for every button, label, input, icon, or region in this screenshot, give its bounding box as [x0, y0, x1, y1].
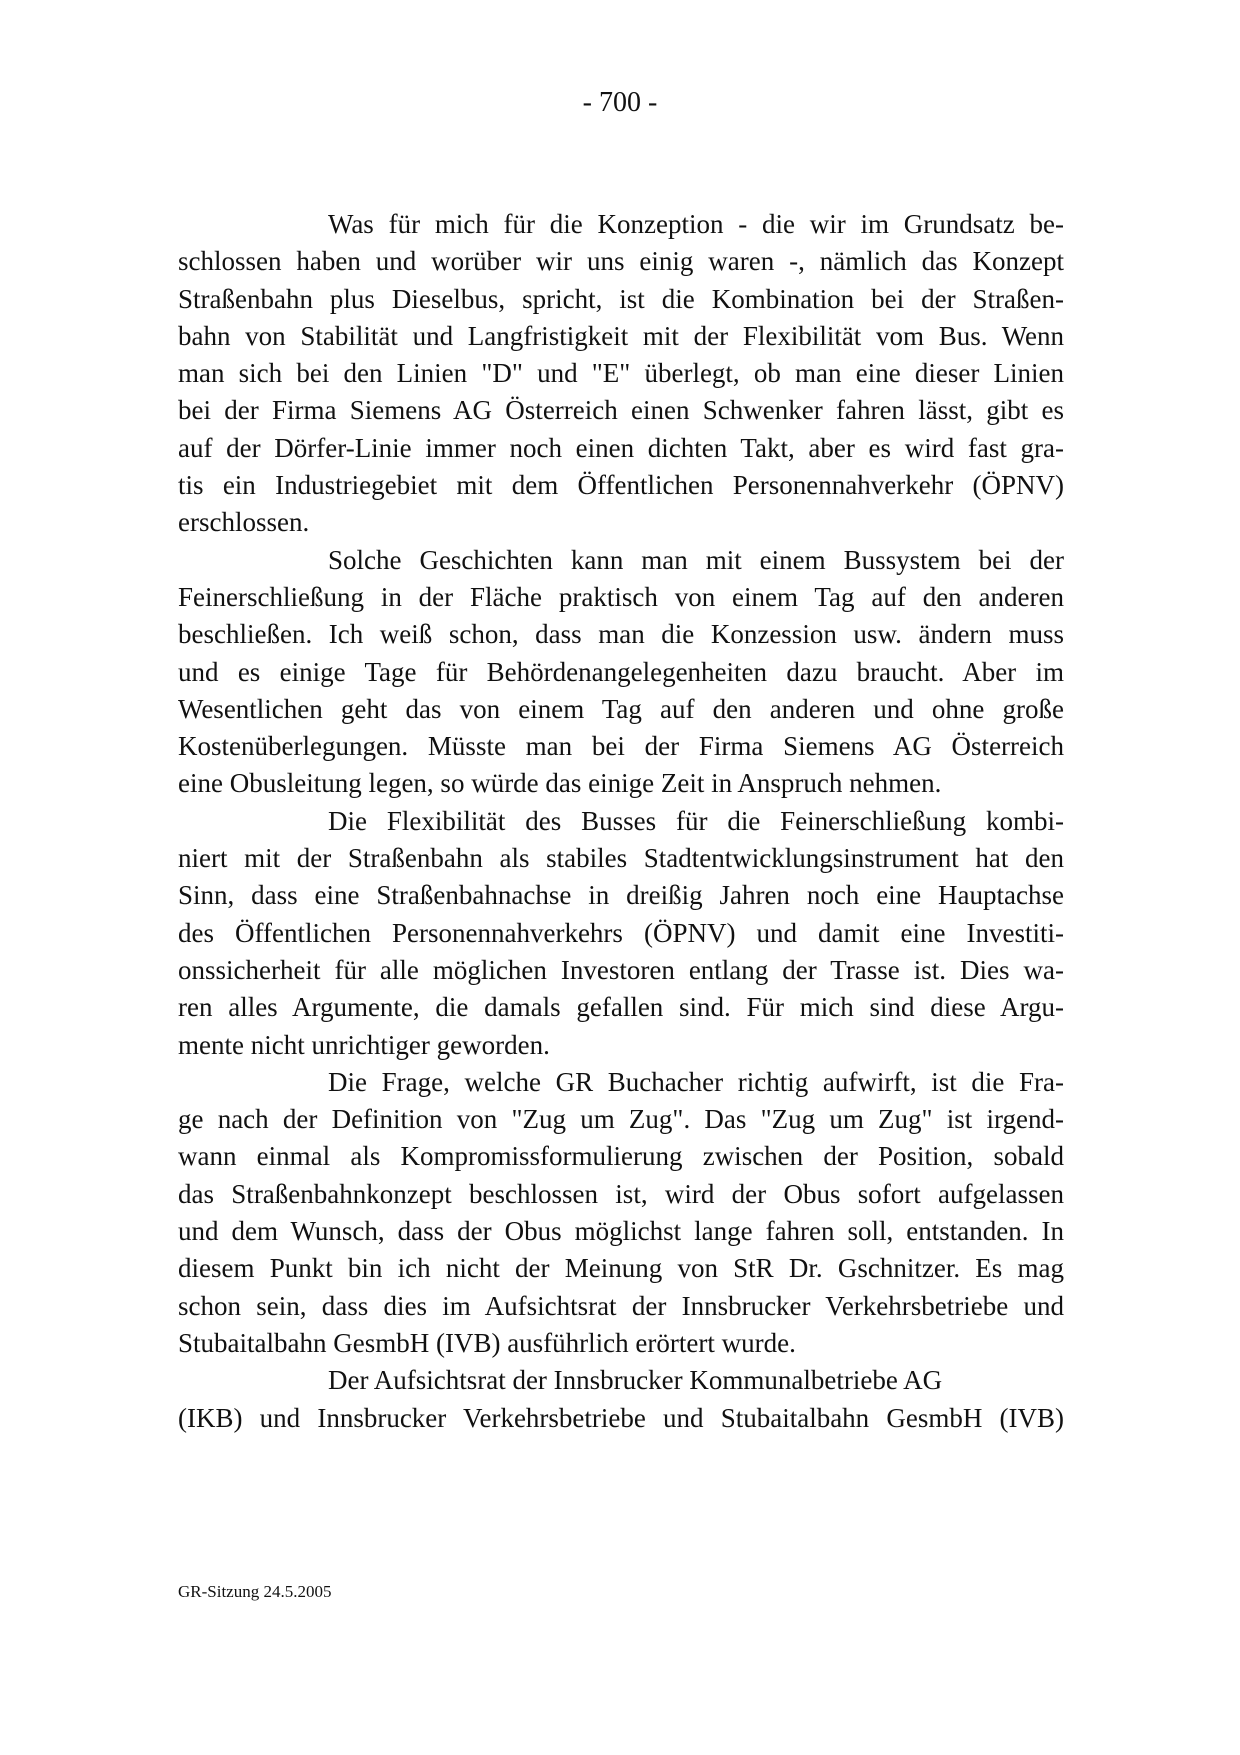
footer-session-date: GR-Sitzung 24.5.2005 [178, 1582, 332, 1601]
text-line: schon sein, dass dies im Aufsichtsrat der Innsbrucker Verkehrsbetriebe und [178, 1290, 1064, 1321]
text-line: des Öffentlichen Personennahverkehrs (ÖPNV) und damit eine Investiti- [178, 917, 1064, 948]
text-line: niert mit der Straßenbahn als stabiles Stadtentwicklungsinstrument hat den [178, 843, 1064, 874]
text-line: Die Frage, welche GR Buchacher richtig aufwirft, ist die Fra- [328, 1066, 1064, 1097]
text-line: bei der Firma Siemens AG Österreich einen Schwenker fahren lässt, gibt es [178, 395, 1064, 426]
text-line: bahn von Stabilität und Langfristigkeit mit der Flexibilität vom Bus. Wenn [178, 320, 1064, 351]
text-line: man sich bei den Linien "D" und "E" überlegt, ob man eine dieser Linien [178, 358, 1064, 389]
paragraph [178, 1064, 1064, 1362]
text-line: mente nicht unrichtiger geworden. [178, 1029, 550, 1060]
paragraph [178, 1362, 1064, 1437]
text-line: schlossen haben und worüber wir uns einig waren -, nämlich das Konzept [178, 246, 1064, 277]
text-line: Sinn, dass eine Straßenbahnachse in dreißig Jahren noch eine Hauptachse [178, 880, 1064, 911]
text-line: erschlossen. [178, 507, 310, 538]
text-line: das Straßenbahnkonzept beschlossen ist, wird der Obus sofort aufgelassen [178, 1178, 1064, 1209]
body-text [178, 206, 1064, 1437]
text-line: eine Obusleitung legen, so würde das einige Zeit in Anspruch nehmen. [178, 768, 942, 799]
paragraph [178, 206, 1064, 542]
text-line: Wesentlichen geht das von einem Tag auf den anderen und ohne große [178, 693, 1064, 724]
text-line: Solche Geschichten kann man mit einem Bussystem bei der [328, 544, 1064, 575]
text-line: wann einmal als Kompromissformulierung zwischen der Position, sobald [178, 1141, 1064, 1172]
text-line: Die Flexibilität des Busses für die Feinerschließung kombi- [328, 805, 1064, 836]
text-line: und es einige Tage für Behördenangelegenheiten dazu braucht. Aber im [178, 656, 1064, 687]
paragraph [178, 542, 1064, 803]
text-line: Was für mich für die Konzeption - die wir im Grundsatz be- [328, 209, 1064, 239]
text-line: beschließen. Ich weiß schon, dass man die Konzession usw. ändern muss [178, 619, 1064, 650]
text-line: ren alles Argumente, die damals gefallen sind. Für mich sind diese Argu- [178, 992, 1064, 1023]
text-line: Stubaitalbahn GesmbH (IVB) ausführlich erörtert wurde. [178, 1327, 796, 1358]
text-line: ge nach der Definition von "Zug um Zug". Das "Zug um Zug" ist irgend- [178, 1104, 1064, 1135]
text-line: Feinerschließung in der Fläche praktisch von einem Tag auf den anderen [178, 581, 1064, 612]
text-line: Kostenüberlegungen. Müsste man bei der Firma Siemens AG Österreich [178, 731, 1064, 762]
text-line: Der Aufsichtsrat der Innsbrucker Kommunalbetriebe AG [328, 1365, 943, 1396]
paragraph [178, 803, 1064, 1064]
text-line: diesem Punkt bin ich nicht der Meinung von StR Dr. Gschnitzer. Es mag [178, 1253, 1064, 1284]
text-line: tis ein Industriegebiet mit dem Öffentlichen Personennahverkehr (ÖPNV) [178, 470, 1064, 501]
text-line: (IKB) und Innsbrucker Verkehrsbetriebe und Stubaitalbahn GesmbH (IVB) [178, 1402, 1064, 1433]
text-line: Straßenbahn plus Dieselbus, spricht, ist die Kombination bei der Straßen- [178, 283, 1064, 314]
text-line: onssicherheit für alle möglichen Investoren entlang der Trasse ist. Dies wa- [178, 954, 1064, 985]
text-line: auf der Dörfer-Linie immer noch einen dichten Takt, aber es wird fast gra- [178, 432, 1064, 463]
page-number: - 700 - [582, 87, 658, 118]
text-line: und dem Wunsch, dass der Obus möglichst lange fahren soll, entstanden. In [178, 1216, 1064, 1247]
